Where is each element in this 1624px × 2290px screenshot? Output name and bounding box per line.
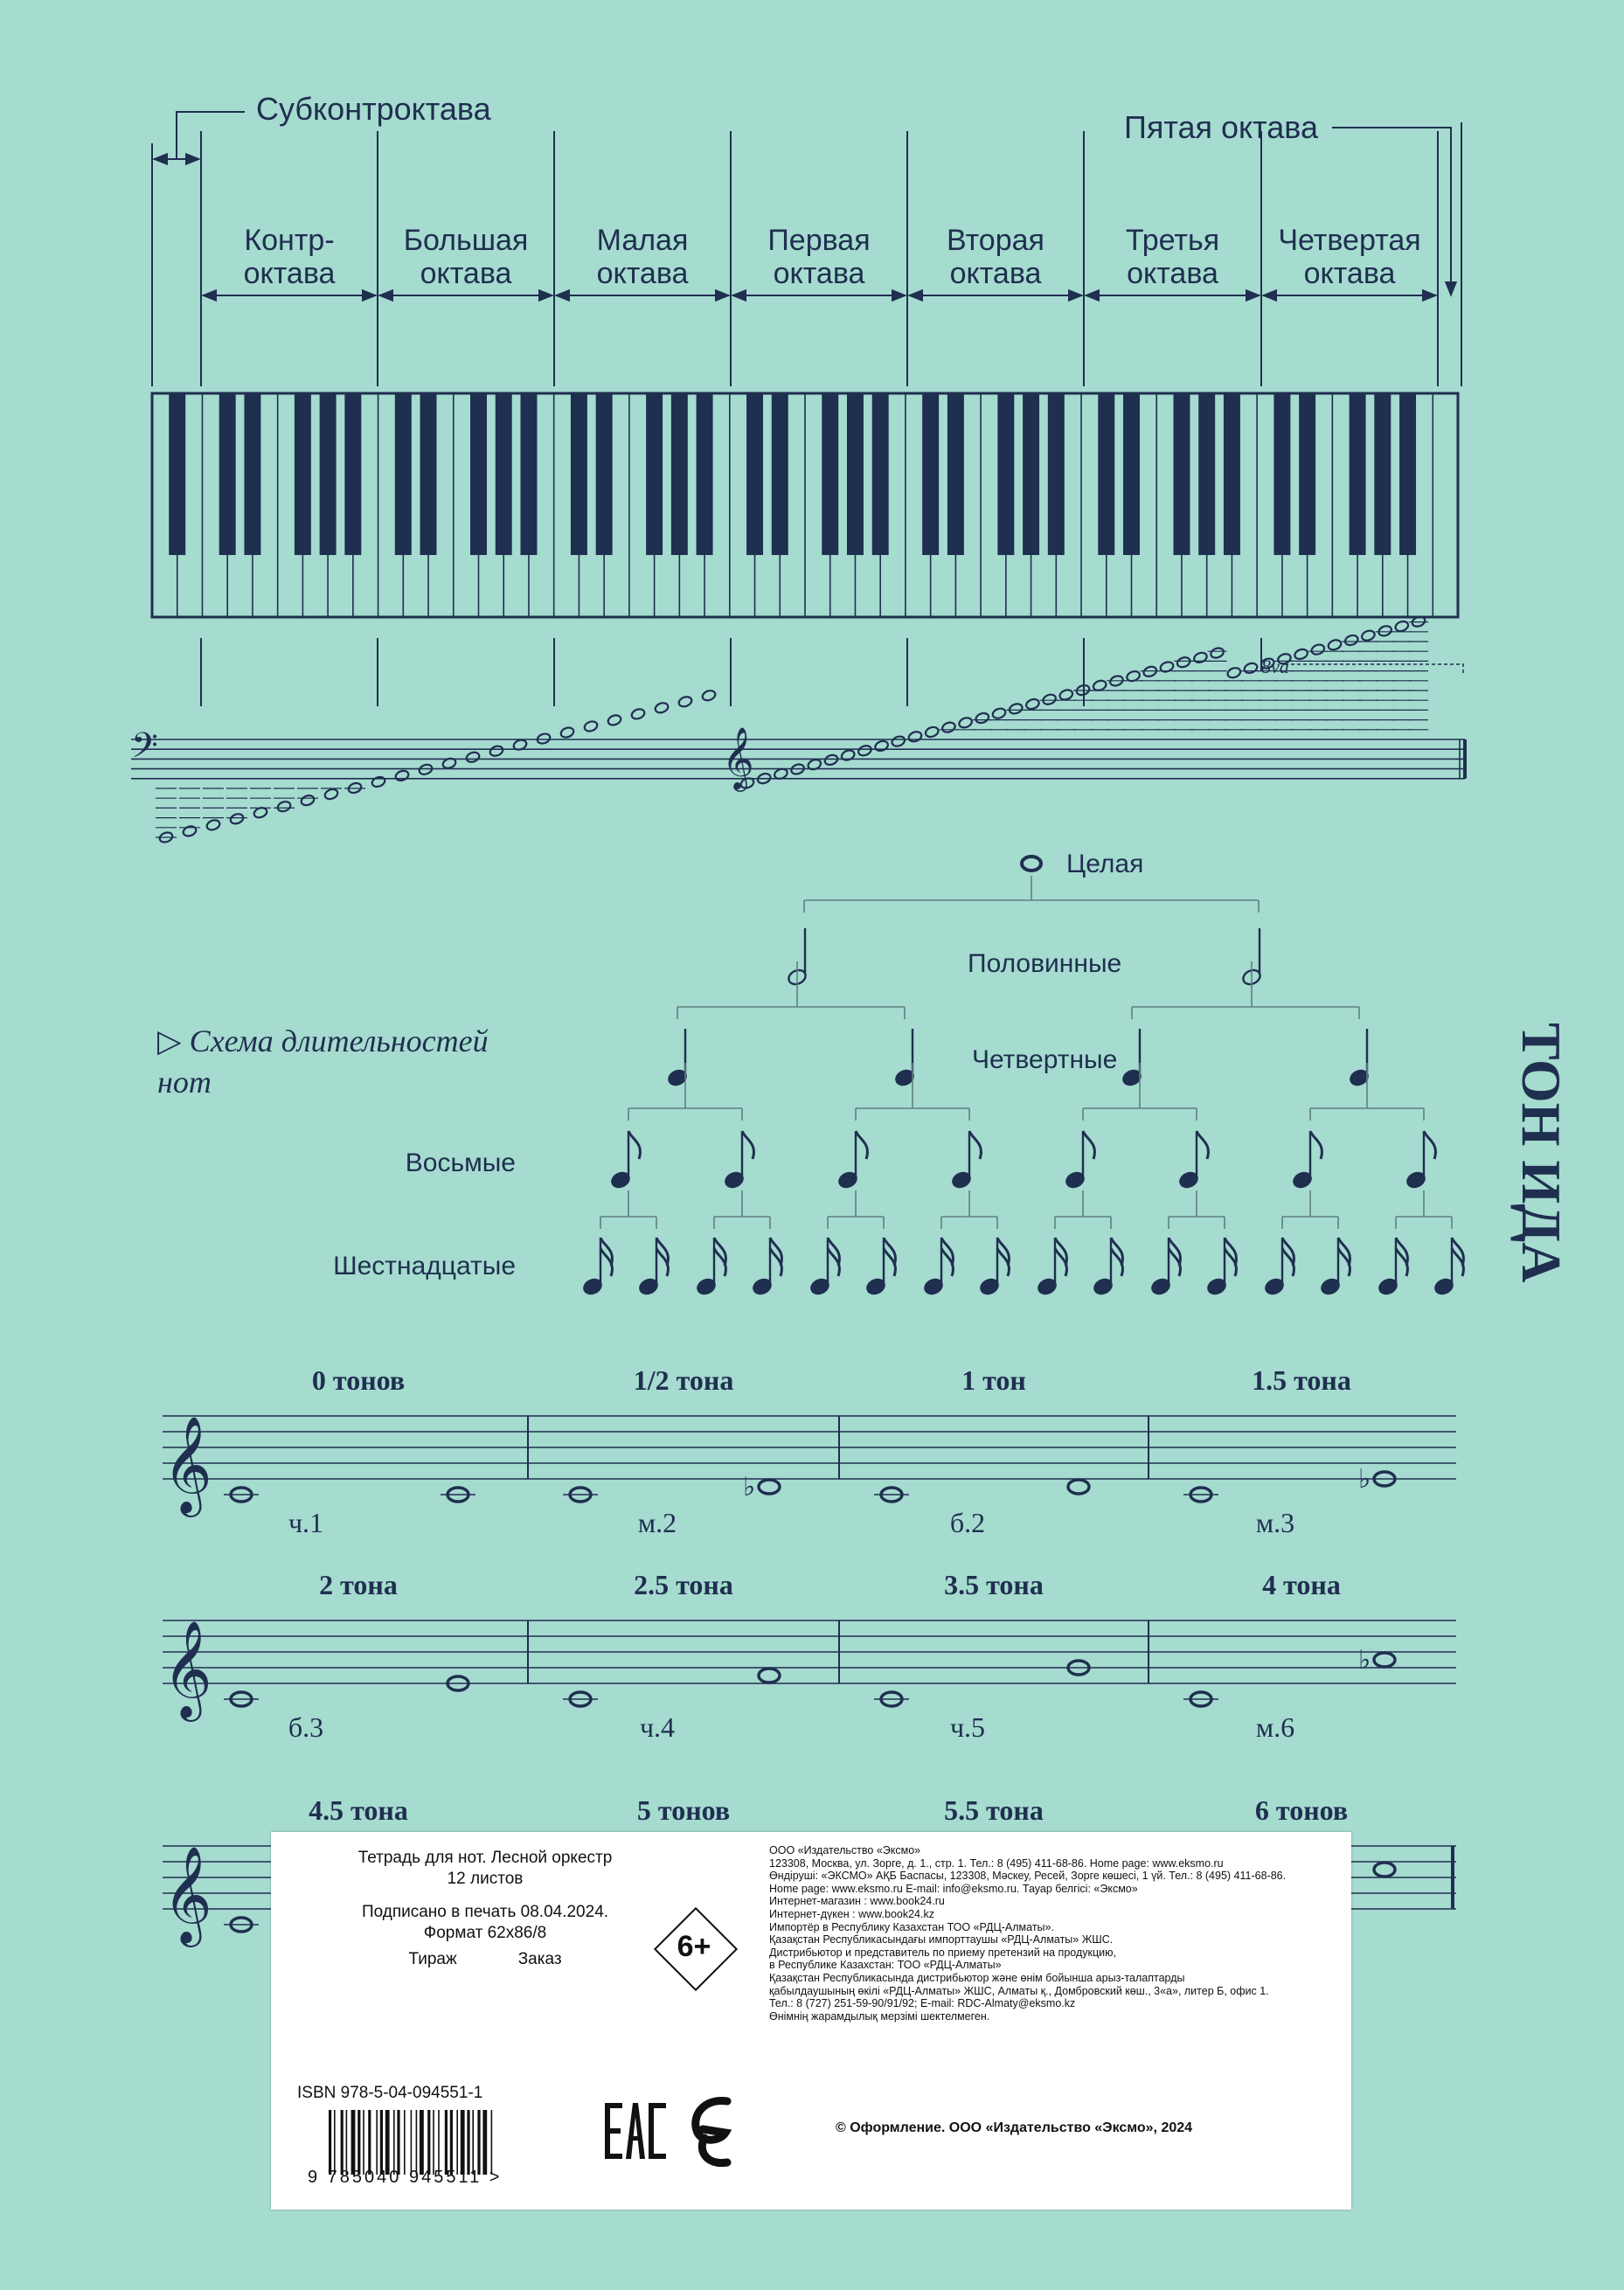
range-note xyxy=(975,711,990,725)
sixteenth-note-icon xyxy=(865,1238,896,1296)
range-note xyxy=(1159,661,1175,674)
sixteenth-note-icon xyxy=(696,1238,726,1296)
imprint-line: Өндіруші: «ЭКСМО» АҚБ Баспасы, 123308, Мәскеу, Ресей, Зорге көшесі, 1 үй. Тел.: 8 (495) 411-68-86. xyxy=(769,1870,1287,1883)
sixteenth-note-icon xyxy=(1264,1238,1294,1296)
eighth-note-icon xyxy=(837,1131,868,1190)
eighth-note-icon xyxy=(724,1131,754,1190)
subcontra-leader xyxy=(177,112,245,159)
whole-note-icon xyxy=(1022,857,1041,871)
barcode-bar xyxy=(433,2110,434,2175)
sixteenth-note-icon xyxy=(582,1238,613,1296)
range-note xyxy=(630,707,646,720)
octave-name-line1: Первая xyxy=(767,224,871,257)
range-note xyxy=(1361,629,1377,642)
range-note xyxy=(1327,638,1343,651)
octave-name-line1: Четвертая xyxy=(1278,224,1421,257)
range-note xyxy=(840,749,856,762)
barcode-digits: 9 785040 945511 > xyxy=(308,2168,503,2187)
imprint-line: Дистрибьютор и представитель по приему претензий на продукцию, xyxy=(769,1946,1116,1959)
eksmo-logo-icon xyxy=(685,2092,743,2171)
black-key xyxy=(295,393,311,555)
black-key xyxy=(697,393,713,555)
imprint-block xyxy=(769,1844,1337,2023)
interval-name: б.2 xyxy=(949,1507,986,1538)
barcode-bar xyxy=(334,2110,336,2175)
black-key xyxy=(822,393,838,555)
black-key xyxy=(746,393,763,555)
treble-clef-icon: 𝄞 xyxy=(163,1848,212,1941)
range-note xyxy=(583,720,599,733)
range-note xyxy=(559,726,575,739)
black-key xyxy=(1048,393,1065,555)
quarter-notes-label: Четвертные xyxy=(972,1045,1118,1074)
black-key xyxy=(344,393,361,555)
fifth-octave-label: Пятая октава xyxy=(1124,109,1318,145)
sixteenth-notes-label: Шестнадцатые xyxy=(333,1252,516,1280)
age-rating-badge xyxy=(654,1907,734,1988)
imprint-line: Тел.: 8 (727) 251-59-90/91/92; E-mail: RDC-Almaty@eksmo.kz xyxy=(769,1997,1076,2010)
range-note xyxy=(1378,624,1393,637)
flat-icon: ♭ xyxy=(743,1473,756,1502)
interval-tones: 1.5 тона xyxy=(1252,1364,1351,1396)
range-note xyxy=(300,794,316,807)
octave-name-line2: октава xyxy=(773,257,865,290)
whole-note-label: Целая xyxy=(1066,850,1144,878)
durations-title-line1: ▷ Схема длительностей xyxy=(157,1024,489,1058)
sixteenth-note-icon xyxy=(638,1238,669,1296)
interval-tones: 0 тонов xyxy=(311,1364,406,1396)
note-flag xyxy=(628,1131,640,1159)
octave-name-line2: октава xyxy=(949,257,1042,290)
sticker-left xyxy=(297,1848,673,1970)
sixteenth-note-icon xyxy=(979,1238,1010,1296)
eighth-note-icon xyxy=(951,1131,982,1190)
range-note xyxy=(1394,620,1410,633)
black-key xyxy=(320,393,337,555)
sixteenth-note-icon xyxy=(1037,1238,1067,1296)
range-note xyxy=(394,769,410,782)
order: Заказ xyxy=(517,1950,562,1968)
barcode-bar xyxy=(351,2110,356,2175)
interval-name: м.3 xyxy=(1255,1507,1295,1538)
ottava-mark: 8va xyxy=(1261,656,1289,677)
interval-name: м.6 xyxy=(1255,1711,1295,1743)
range-note xyxy=(182,824,198,837)
black-key xyxy=(671,393,688,555)
barcode-icon xyxy=(329,2110,538,2175)
interval-tones: 5.5 тона xyxy=(944,1794,1044,1826)
range-note xyxy=(1343,634,1359,647)
range-note xyxy=(857,744,873,757)
treble-clef-icon: 𝄞 xyxy=(163,1418,212,1511)
barcode-bar xyxy=(456,2110,458,2175)
range-note xyxy=(323,788,339,801)
range-note xyxy=(874,739,890,753)
black-key xyxy=(1123,393,1140,555)
sixteenth-note-icon xyxy=(1378,1238,1408,1296)
interval-tones: 6 тонов xyxy=(1254,1794,1349,1826)
range-note xyxy=(991,707,1007,720)
treble-clef-icon: 𝄞 xyxy=(163,1622,212,1716)
range-note xyxy=(823,753,839,767)
note-flag xyxy=(1424,1131,1435,1159)
black-key xyxy=(947,393,964,555)
black-key xyxy=(1299,393,1315,555)
octave-name-line1: Большая xyxy=(403,224,529,257)
black-key xyxy=(997,393,1014,555)
barcode-bar xyxy=(467,2110,469,2175)
barcode-bar xyxy=(393,2110,395,2175)
barcode-bar xyxy=(438,2110,440,2175)
range-note xyxy=(607,713,622,726)
octave-name-line2: октава xyxy=(1127,257,1218,290)
black-key xyxy=(1173,393,1190,555)
imprint-line: Интернет-дүкен : www.book24.kz xyxy=(769,1907,934,1920)
range-note xyxy=(701,689,717,702)
eighth-note-icon xyxy=(1065,1131,1095,1190)
imprint-line: Қазақстан Республикасындағы импорттаушы «РДЦ-Алматы» ЖШС. xyxy=(769,1933,1114,1946)
age-rating: 6+ xyxy=(677,1930,711,1963)
black-key xyxy=(520,393,537,555)
black-key xyxy=(596,393,613,555)
note-flag xyxy=(856,1131,867,1159)
eighth-note-icon xyxy=(1178,1131,1209,1190)
range-note xyxy=(907,730,923,743)
sixteenth-note-icon xyxy=(923,1238,954,1296)
range-note xyxy=(1176,656,1191,669)
imprint-line: Өнімнің жарамдылық мерзімі шектелмеген. xyxy=(769,2009,990,2023)
barcode-bar xyxy=(380,2110,383,2175)
range-note xyxy=(1294,648,1309,661)
range-note xyxy=(958,716,974,729)
range-note xyxy=(891,735,906,748)
note-flag xyxy=(1310,1131,1322,1159)
note-flag xyxy=(1197,1131,1208,1159)
black-key xyxy=(1023,393,1039,555)
octave-name-line2: октава xyxy=(243,257,336,290)
barcode-bar xyxy=(341,2110,344,2175)
barcode-bar xyxy=(477,2110,480,2175)
range-note xyxy=(229,812,245,825)
imprint-line: Интернет-магазин : www.book24.ru xyxy=(769,1895,945,1908)
imprint-line: 123308, Москва, ул. Зорге, д. 1., стр. 1. Тел.: 8 (495) 411-68-86. Home page: www.eksmo.ru xyxy=(769,1856,1224,1870)
black-key xyxy=(1098,393,1114,555)
black-key xyxy=(1274,393,1290,555)
interval-note xyxy=(759,1669,780,1683)
barcode-bar xyxy=(416,2110,418,2175)
octave-names xyxy=(244,224,1421,290)
eighth-note-icon xyxy=(610,1131,641,1190)
barcode-bar xyxy=(376,2110,378,2175)
black-key xyxy=(872,393,889,555)
interval-note xyxy=(1068,1480,1089,1494)
range-note xyxy=(1193,651,1209,664)
barcode-bar xyxy=(450,2110,453,2175)
black-key xyxy=(571,393,587,555)
note-flag xyxy=(742,1131,753,1159)
bass-clef-icon: 𝄢 xyxy=(131,727,158,774)
note-flag xyxy=(969,1131,981,1159)
barcode-bar xyxy=(491,2110,493,2175)
black-key xyxy=(244,393,260,555)
black-key xyxy=(496,393,512,555)
black-key xyxy=(169,393,185,555)
imprint-line: қабылдаушының өкілі «РДЦ-Алматы» ЖШС, Алматы қ., Домбровский көш., 3«а», литер Б, офис 1. xyxy=(769,1984,1269,1997)
vertical-side-text: ТОН ИДА xyxy=(1510,1023,1572,1283)
range-staff xyxy=(131,615,1465,844)
octave-name-line1: Вторая xyxy=(947,224,1044,257)
range-note xyxy=(276,800,292,813)
isbn: ISBN 978-5-04-094551-1 xyxy=(297,2084,483,2102)
copyright: © Оформление. ООО «Издательство «Эксмо», 2024 xyxy=(836,2120,1193,2135)
imprint-line: ООО «Издательство «Эксмо» xyxy=(769,1844,921,1856)
durations-tree xyxy=(582,857,1464,1296)
black-key xyxy=(922,393,939,555)
range-note xyxy=(1025,697,1041,711)
format: Формат 62х86/8 xyxy=(423,1924,547,1942)
interval-name: ч.5 xyxy=(949,1711,986,1743)
interval-name: м.2 xyxy=(637,1507,677,1538)
barcode-bar xyxy=(445,2110,448,2175)
interval-tones: 2 тона xyxy=(319,1569,398,1600)
ottava-bracket xyxy=(1285,664,1463,675)
barcode-bar xyxy=(329,2110,331,2175)
flat-icon: ♭ xyxy=(1358,1465,1371,1494)
sixteenth-note-icon xyxy=(809,1238,840,1296)
barcode-bar xyxy=(368,2110,371,2175)
black-key xyxy=(772,393,788,555)
interval-note xyxy=(1374,1653,1395,1667)
barcode-bar xyxy=(427,2110,430,2175)
imprint-line: в Республике Казахстан: ТОО «РДЦ-Алматы» xyxy=(769,1959,1002,1972)
interval-name: ч.4 xyxy=(639,1711,676,1743)
interval-tones: 4.5 тона xyxy=(309,1794,408,1826)
range-note xyxy=(205,818,221,831)
barcode-bar xyxy=(357,2110,360,2175)
range-note xyxy=(1243,662,1259,675)
product-title: Тетрадь для нот. Лесной оркестр xyxy=(357,1849,613,1867)
range-note xyxy=(1210,647,1225,660)
signed-date: Подписано в печать 08.04.2024. xyxy=(361,1903,609,1921)
barcode-bar xyxy=(420,2110,424,2175)
octave-name-line2: октава xyxy=(420,257,512,290)
range-note xyxy=(654,701,670,714)
eighth-note-icon xyxy=(1405,1131,1436,1190)
range-note xyxy=(1310,643,1326,656)
interval-tones: 5 тонов xyxy=(636,1794,731,1826)
black-key xyxy=(1399,393,1416,555)
durations-title-line2: нот xyxy=(157,1065,212,1100)
eighth-notes-label: Восьмые xyxy=(405,1148,516,1177)
barcode-bar xyxy=(482,2110,487,2175)
barcode-bar xyxy=(397,2110,399,2175)
interval-note xyxy=(1374,1863,1395,1877)
barcode-bar xyxy=(346,2110,348,2175)
sixteenth-note-icon xyxy=(1150,1238,1181,1296)
black-key xyxy=(420,393,437,555)
interval-name: ч.1 xyxy=(288,1507,324,1538)
eac-mark-icon xyxy=(603,2094,668,2169)
octave-name-line2: октава xyxy=(596,257,689,290)
barcode-bar xyxy=(363,2110,364,2175)
subcontra-octave-label: Субконтроктава xyxy=(256,91,491,127)
range-note xyxy=(1226,666,1242,679)
interval-tones: 3.5 тона xyxy=(944,1569,1044,1600)
barcode-bar xyxy=(461,2110,465,2175)
range-note xyxy=(941,721,957,734)
barcode-bar xyxy=(385,2110,390,2175)
interval-tones: 1/2 тона xyxy=(633,1364,734,1396)
black-key xyxy=(1350,393,1366,555)
range-note xyxy=(1042,693,1058,706)
black-key xyxy=(1224,393,1240,555)
range-note xyxy=(489,745,504,758)
sixteenth-note-icon xyxy=(1433,1238,1464,1296)
black-key xyxy=(219,393,236,555)
barcode-bar xyxy=(404,2110,406,2175)
piano-keyboard xyxy=(152,393,1458,617)
range-note xyxy=(924,725,940,739)
black-key xyxy=(470,393,487,555)
black-key xyxy=(1374,393,1391,555)
range-note xyxy=(465,751,481,764)
octave-name-line2: октава xyxy=(1303,257,1396,290)
imprint-line: Импортёр в Республику Казахстан ТОО «РДЦ-Алматы». xyxy=(769,1920,1054,1933)
sixteenth-note-icon xyxy=(1320,1238,1350,1296)
interval-name: б.3 xyxy=(288,1711,324,1743)
black-key xyxy=(847,393,864,555)
black-key xyxy=(1198,393,1215,555)
interval-tones: 4 тона xyxy=(1262,1569,1341,1600)
half-notes-label: Половинные xyxy=(968,949,1122,978)
flat-icon: ♭ xyxy=(1358,1646,1371,1675)
print-run: Тираж xyxy=(408,1950,457,1968)
sixteenth-note-icon xyxy=(752,1238,782,1296)
barcode-bar xyxy=(472,2110,474,2175)
black-key xyxy=(646,393,663,555)
range-note xyxy=(1058,688,1074,701)
octave-name-line1: Третья xyxy=(1125,224,1220,257)
range-note xyxy=(1008,702,1024,715)
sixteenth-note-icon xyxy=(1093,1238,1123,1296)
sheets-count: 12 листов xyxy=(447,1870,524,1888)
note-flag xyxy=(1083,1131,1094,1159)
octave-name-line1: Малая xyxy=(596,224,689,257)
imprint-line: Қазақстан Республикасында дистрибьютор және өнім бойынша арыз-талаптарды xyxy=(769,1971,1185,1984)
publisher-sticker xyxy=(271,1832,1351,2210)
range-note xyxy=(536,732,552,746)
interval-tones: 1 тон xyxy=(961,1364,1026,1396)
octave-name-line1: Контр- xyxy=(244,224,335,257)
range-note xyxy=(1142,665,1158,678)
range-note xyxy=(371,775,386,788)
sixteenth-note-icon xyxy=(1206,1238,1237,1296)
black-key xyxy=(395,393,412,555)
interval-note xyxy=(759,1480,780,1494)
range-note xyxy=(677,695,693,708)
imprint-line: Home page: www.eksmo.ru E-mail: info@eksmo.ru. Тауар белгісі: «Эксмо» xyxy=(769,1882,1138,1895)
barcode-bar xyxy=(411,2110,413,2175)
treble-clef-icon: 𝄞 xyxy=(722,729,754,788)
eighth-note-icon xyxy=(1292,1131,1322,1190)
interval-tones: 2.5 тона xyxy=(634,1569,733,1600)
